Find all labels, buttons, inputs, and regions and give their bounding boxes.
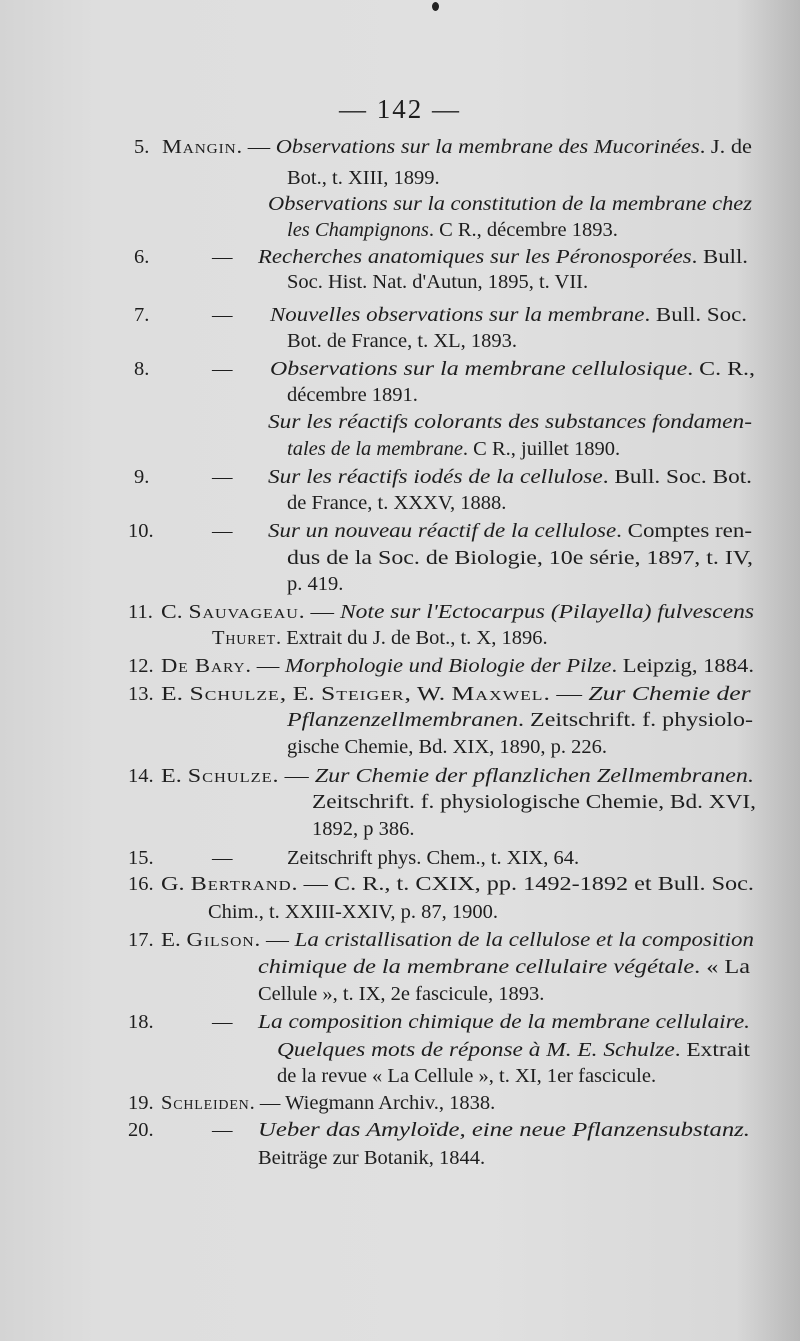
entry-number: 14.: [128, 765, 154, 787]
citation-text: . —: [236, 136, 276, 158]
citation-text: . — C. R., t. CXIX, pp. 1492-1892 et Bull. Soc.: [291, 873, 754, 895]
citation-text: E.: [161, 765, 188, 787]
entry-number: 18.: [128, 1011, 154, 1033]
citation-text: . —: [272, 765, 315, 787]
citation-text: E.: [161, 683, 190, 705]
reference-line: [268, 412, 752, 433]
citation-text: E.: [161, 929, 187, 951]
citation-text: . Extrait du J. de Bot., t. X, 1896.: [275, 627, 548, 649]
reference-line: [287, 710, 753, 731]
entry-number: 12.: [128, 655, 154, 677]
citation-text: . Extrait: [674, 1039, 750, 1061]
citation-text: , W.: [404, 683, 452, 705]
entry-number: 19.: [128, 1092, 154, 1114]
title-text: Observations sur la membrane cellulosique: [270, 358, 688, 380]
author-name: Maxwel: [451, 683, 544, 705]
reference-line: [287, 439, 620, 460]
entry-number: 10.: [128, 520, 154, 542]
citation-text: Bot. de France, t. XL, 1893.: [287, 330, 518, 352]
citation-text: de la revue « La Cellule », t. XI, 1er fascicule.: [277, 1065, 657, 1087]
reference-line: [258, 984, 544, 1005]
ditto-dash: —: [212, 358, 233, 380]
reference-line: [161, 602, 754, 623]
reference-line: [258, 1012, 750, 1033]
reference-line: [268, 467, 752, 488]
title-text: Note sur l'Ectocarpus (Pilayella) fulvescens: [339, 601, 754, 623]
reference-line: [161, 1093, 495, 1114]
citation-text: . J. de: [699, 136, 752, 158]
title-text: La composition chimique de la membrane cellulaire.: [258, 1011, 750, 1033]
author-name: Thuret: [212, 627, 276, 649]
title-text: Zur Chemie der pflanzlichen Zellmembranen.: [314, 765, 754, 787]
reference-line: [287, 272, 588, 293]
entry-number: 15.: [128, 847, 154, 869]
title-text: Observations sur la membrane des Mucorinées: [275, 136, 700, 158]
citation-text: . —: [543, 683, 589, 705]
entry-number: 6.: [134, 246, 150, 268]
reference-line: [258, 1148, 485, 1169]
reference-line: [161, 684, 751, 705]
ditto-dash: —: [212, 304, 233, 326]
reference-line: [268, 194, 752, 215]
reference-line: [212, 628, 548, 649]
citation-text: . —: [245, 655, 285, 677]
page-number: — 142 —: [339, 94, 461, 124]
ink-speck: [432, 2, 439, 11]
reference-line: [161, 766, 754, 787]
entry-number: 11.: [128, 601, 153, 623]
reference-line: [162, 137, 752, 158]
entry-number: 16.: [128, 873, 154, 895]
title-text: Recherches anatomiques sur les Péronosporées: [258, 246, 692, 268]
title-text: Morphologie und Biologie der Pilze: [284, 655, 612, 677]
reference-line: [258, 957, 750, 978]
title-text: tales de la membrane: [287, 438, 463, 460]
reference-line: [287, 493, 506, 514]
ditto-dash: —: [212, 1119, 233, 1141]
citation-text: Bot., t. XIII, 1899.: [287, 167, 440, 189]
author-name: Bertrand: [190, 873, 292, 895]
entry-number: 20.: [128, 1119, 154, 1141]
ditto-dash: —: [212, 466, 233, 488]
citation-text: dus de la Soc. de Biologie, 10e série, 1897, t. IV,: [287, 547, 753, 569]
title-text: Ueber das Amyloïde, eine neue Pflanzensubstanz.: [258, 1119, 750, 1141]
citation-text: Zeitschrift phys. Chem., t. XIX, 64.: [287, 847, 580, 869]
citation-text: gische Chemie, Bd. XIX, 1890, p. 226.: [287, 736, 607, 758]
entry-number: 13.: [128, 683, 154, 705]
entry-number: 9.: [134, 466, 150, 488]
citation-text: décembre 1891.: [287, 384, 418, 406]
title-text: chimique de la membrane cellulaire végétale: [258, 956, 695, 978]
entry-number: 17.: [128, 929, 154, 951]
citation-text: Zeitschrift. f. physiologische Chemie, Bd. XVI,: [312, 791, 756, 813]
title-text: Nouvelles observations sur la membrane: [270, 304, 645, 326]
reference-line: [312, 792, 756, 813]
title-text: les Champignons: [287, 219, 429, 241]
title-text: Observations sur la constitution de la membrane chez: [268, 193, 752, 215]
citation-text: C.: [161, 601, 189, 623]
title-text: La cristallisation de la cellulose et la composition: [294, 929, 754, 951]
citation-text: . — Wiegmann Archiv., 1838.: [249, 1092, 496, 1114]
citation-text: . C R., juillet 1890.: [462, 438, 621, 460]
citation-text: , E.: [279, 683, 322, 705]
author-name: Gilson: [186, 929, 255, 951]
citation-text: Beiträge zur Botanik, 1844.: [258, 1147, 486, 1169]
reference-line: [287, 168, 440, 189]
author-name: Schulze: [189, 683, 280, 705]
author-name: De Bary: [161, 655, 246, 677]
citation-text: . Bull.: [691, 246, 748, 268]
reference-line: [312, 819, 415, 840]
entry-number: 7.: [134, 304, 150, 326]
reference-line: [270, 305, 747, 326]
citation-text: . Bull. Soc. Bot.: [602, 466, 752, 488]
ditto-dash: —: [212, 847, 233, 869]
title-text: Sur les réactifs iodés de la cellulose: [268, 466, 603, 488]
reference-line: [268, 521, 752, 542]
reference-line: [258, 1120, 750, 1141]
citation-text: Soc. Hist. Nat. d'Autun, 1895, t. VII.: [287, 271, 589, 293]
title-text: Pflanzenzellmembranen: [287, 709, 519, 731]
reference-line: [287, 548, 753, 569]
author-name: Schulze: [187, 765, 273, 787]
ditto-dash: —: [212, 246, 233, 268]
citation-text: . Comptes ren-: [616, 520, 752, 542]
reference-line: [287, 331, 517, 352]
title-text: Quelques mots de réponse à M. E. Schulze: [277, 1039, 675, 1061]
reference-line: [161, 930, 754, 951]
reference-line: [277, 1040, 750, 1061]
reference-line: [287, 220, 618, 241]
reference-line: [161, 874, 754, 895]
title-text: Sur les réactifs colorants des substances fondamen-: [268, 411, 752, 433]
citation-text: Cellule », t. IX, 2e fascicule, 1893.: [258, 983, 545, 1005]
citation-text: Chim., t. XXIII-XXIV, p. 87, 1900.: [208, 901, 499, 923]
citation-text: de France, t. XXXV, 1888.: [287, 492, 507, 514]
reference-line: [287, 574, 343, 595]
reference-line: [287, 848, 579, 869]
citation-text: . —: [298, 601, 340, 623]
citation-text: . —: [254, 929, 295, 951]
author-name: Steiger: [321, 683, 405, 705]
author-name: Schleiden: [161, 1092, 250, 1114]
reference-line: [258, 247, 748, 268]
citation-text: . Zeitschrift. f. physiolo-: [518, 709, 753, 731]
citation-text: . Leipzig, 1884.: [611, 655, 754, 677]
reference-line: [270, 359, 755, 380]
citation-text: . C. R.,: [687, 358, 755, 380]
citation-text: p. 419.: [287, 573, 344, 595]
title-text: Zur Chemie der: [588, 683, 751, 705]
ditto-dash: —: [212, 520, 233, 542]
entry-number: 5.: [134, 136, 150, 158]
citation-text: 1892, p 386.: [312, 818, 415, 840]
ditto-dash: —: [212, 1011, 233, 1033]
author-name: Mangin: [162, 136, 237, 158]
reference-line: [161, 656, 754, 677]
reference-line: [277, 1066, 656, 1087]
entry-number: 8.: [134, 358, 150, 380]
citation-text: . C R., décembre 1893.: [428, 219, 618, 241]
citation-text: . Bull. Soc.: [644, 304, 747, 326]
title-text: Sur un nouveau réactif de la cellulose: [268, 520, 617, 542]
reference-line: [287, 737, 607, 758]
reference-line: [287, 385, 418, 406]
citation-text: . « La: [694, 956, 750, 978]
author-name: Sauvageau: [188, 601, 299, 623]
reference-line: [208, 902, 498, 923]
citation-text: G.: [161, 873, 191, 895]
